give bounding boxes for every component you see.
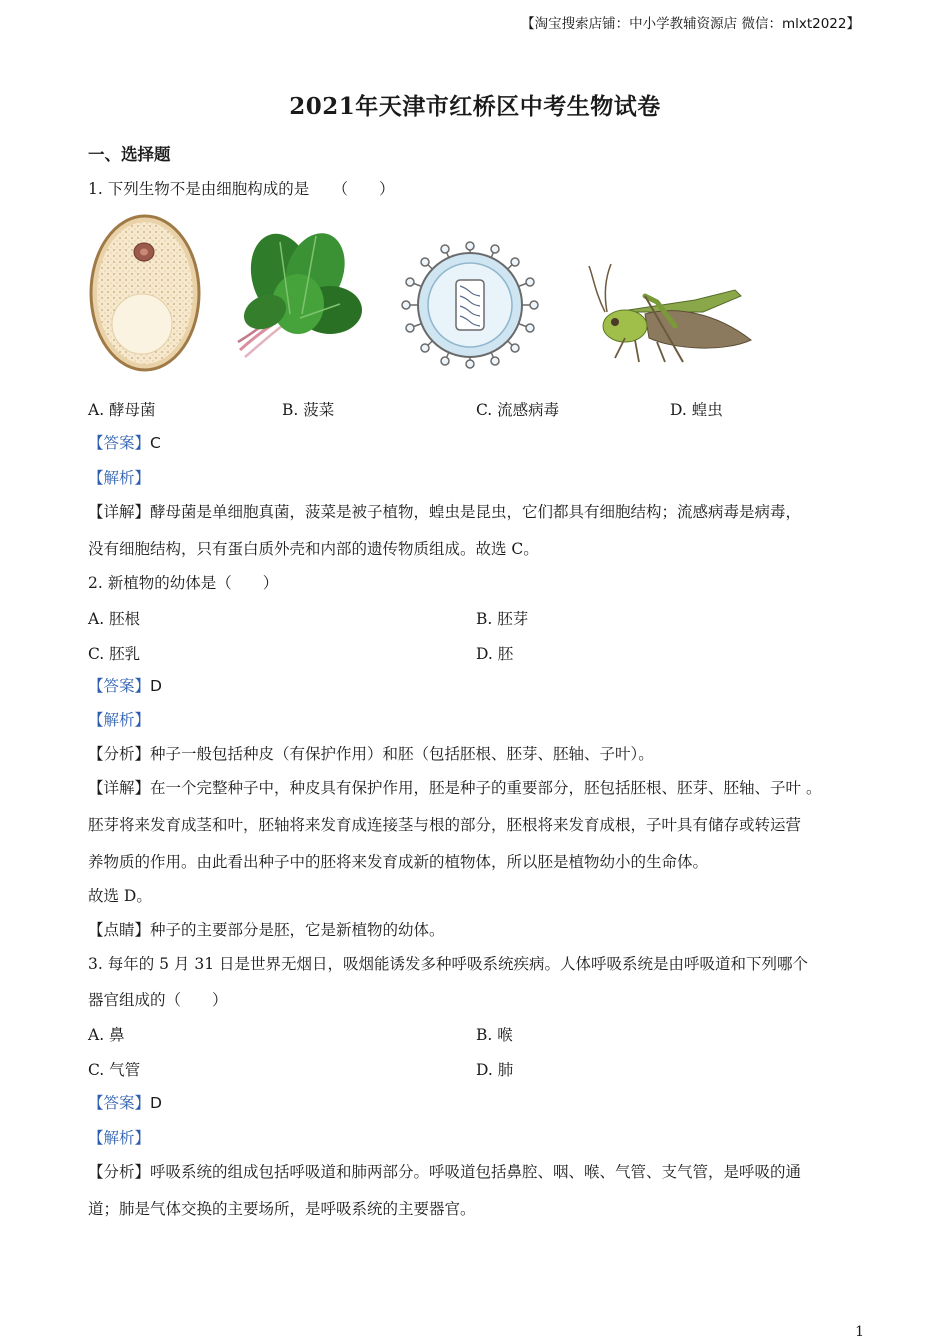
header-note: 【淘宝搜索店铺：中小学教辅资源店 微信：mlxt2022】 (521, 16, 860, 32)
q2-stem: 2. 新植物的幼体是（ ） (88, 574, 279, 592)
fenxi-text: 种子一般包括种皮（有保护作用）和胚（包括胚根、胚芽、胚轴、子叶）。 (150, 745, 654, 763)
fenxi-text: 呼吸系统的组成包括呼吸道和肺两部分。呼吸道包括鼻腔、咽、喉、气管、支气管，是呼吸的通 (150, 1163, 802, 1181)
q1-detail-line-1 (88, 501, 801, 523)
q2-option-a: A. 胚根 (88, 610, 141, 628)
q2-analysis-tag: 【解析】 (88, 711, 151, 729)
dianjing-tag: 【点睛】 (88, 921, 151, 939)
dianjing-text: 种子的主要部分是胚，它是新植物的幼体。 (150, 921, 445, 939)
q2-option-d: D. 胚 (476, 645, 514, 663)
q1-option-d: D. 蝗虫 (670, 401, 723, 419)
detail-text: 在一个完整种子中，种皮具有保护作用，胚是种子的重要部分，胚包括胚根、胚芽、胚轴、子叶 。 (150, 779, 822, 797)
q3-answer (88, 1092, 162, 1114)
page-number: 1 (855, 1324, 864, 1340)
spinach-icon (220, 222, 370, 364)
q3-stem-line-2: 器官组成的（ ） (88, 991, 228, 1009)
q2-fenxi (88, 743, 654, 765)
answer-tag: 【答案】 (88, 434, 151, 452)
detail-text: 酵母菌是单细胞真菌，菠菜是被子植物，蝗虫是昆虫，它们都具有细胞结构；流感病毒是病毒， (150, 503, 802, 521)
q1-analysis-tag: 【解析】 (88, 469, 151, 487)
answer-tag: 【答案】 (88, 1094, 151, 1112)
q2-option-b: B. 胚芽 (476, 610, 529, 628)
detail-tag: 【详解】 (88, 779, 151, 797)
page-title: 2021年天津市红桥区中考生物试卷 (289, 93, 661, 120)
answer-value: C (150, 434, 161, 452)
yeast-cell-icon (88, 212, 206, 374)
q2-detail-line-3: 养物质的作用。由此看出种子中的胚将来发育成新的植物体，所以胚是植物幼小的生命体。 (88, 853, 709, 871)
q3-fenxi-line-2: 道；肺是气体交换的主要场所，是呼吸系统的主要器官。 (88, 1200, 476, 1218)
q3-option-a: A. 鼻 (88, 1026, 125, 1044)
section-heading: 一、选择题 (88, 145, 171, 164)
q1-option-b: B. 菠菜 (282, 401, 335, 419)
detail-tag: 【详解】 (88, 503, 151, 521)
q3-option-c: C. 气管 (88, 1061, 141, 1079)
q3-option-d: D. 肺 (476, 1061, 514, 1079)
q3-analysis-tag: 【解析】 (88, 1129, 151, 1147)
fenxi-tag: 【分析】 (88, 1163, 151, 1181)
q3-option-b: B. 喉 (476, 1026, 513, 1044)
q2-detail-line-2: 胚芽将来发育成茎和叶，胚轴将来发育成连接茎与根的部分，胚根将来发育成根，子叶具有储存或转运营 (88, 816, 802, 834)
q1-option-c: C. 流感病毒 (476, 401, 560, 419)
answer-value: D (150, 1094, 162, 1112)
q2-detail-line-1 (88, 777, 821, 799)
q3-fenxi-line-1 (88, 1161, 801, 1183)
q2-option-c: C. 胚乳 (88, 645, 141, 663)
q2-answer (88, 675, 162, 697)
q1-detail-line-2: 没有细胞结构，只有蛋白质外壳和内部的遗传物质组成。故选 C。 (88, 540, 539, 558)
answer-tag: 【答案】 (88, 677, 151, 695)
grasshopper-icon (585, 262, 755, 372)
q3-stem-line-1: 3. 每年的 5 月 31 日是世界无烟日，吸烟能诱发多种呼吸系统疾病。人体呼吸系统是由呼吸道和下列哪个 (88, 955, 809, 973)
influenza-virus-icon (400, 240, 540, 370)
fenxi-tag: 【分析】 (88, 745, 151, 763)
q1-stem: 1. 下列生物不是由细胞构成的是 （ ） (88, 180, 395, 198)
q2-dianjing (88, 919, 445, 941)
q1-option-a: A. 酵母菌 (88, 401, 156, 419)
q2-detail-line-4: 故选 D。 (88, 887, 152, 905)
answer-value: D (150, 677, 162, 695)
q1-answer (88, 432, 161, 454)
